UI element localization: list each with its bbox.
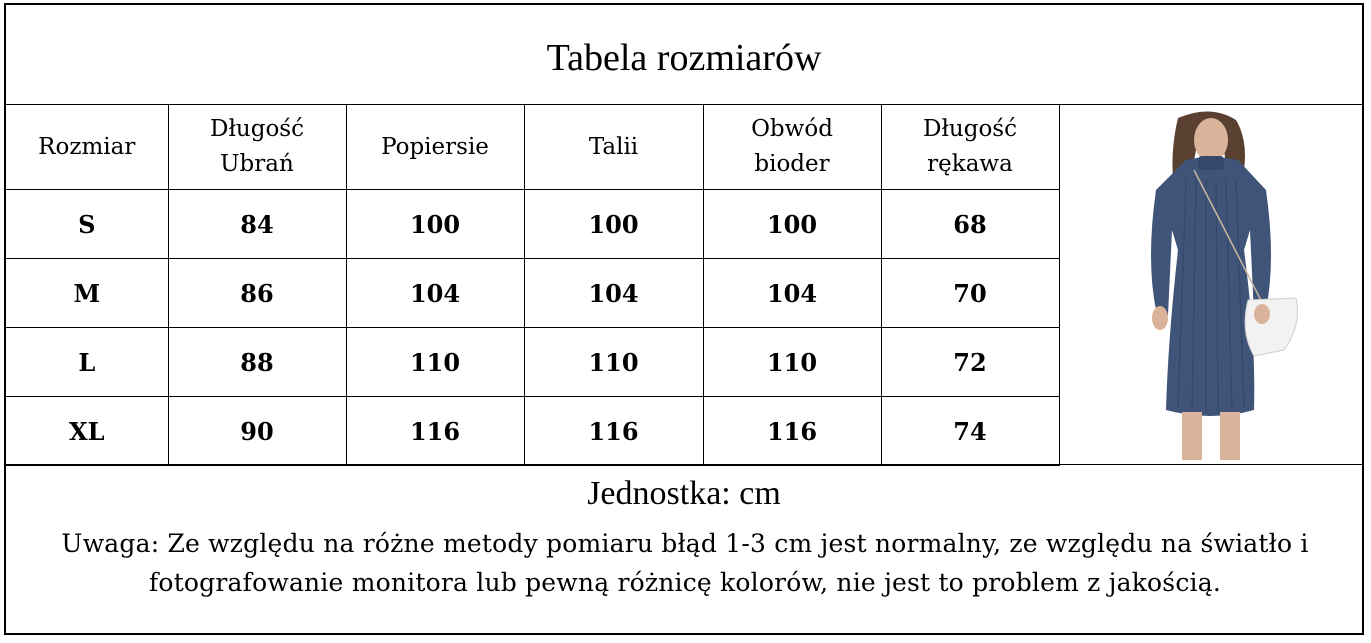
size-cell: S (6, 190, 168, 259)
table-cell: 72 (881, 328, 1059, 397)
table-cell: 104 (703, 259, 881, 328)
divider (6, 464, 1362, 465)
column-header: Talii (524, 105, 703, 190)
table-cell: 100 (346, 190, 524, 259)
size-cell: L (6, 328, 168, 397)
size-cell: XL (6, 397, 168, 466)
table-row (6, 328, 1059, 397)
table-row (6, 397, 1059, 466)
product-image (1059, 104, 1362, 465)
model-photo-icon (1116, 110, 1306, 460)
size-chart-frame (4, 3, 1364, 635)
column-header-text: Długość rękawa (923, 116, 1017, 177)
table-cell: 116 (346, 397, 524, 466)
table-cell: 84 (168, 190, 346, 259)
table-cell: 90 (168, 397, 346, 466)
table-cell: 110 (703, 328, 881, 397)
table-cell: 100 (524, 190, 703, 259)
column-header (881, 105, 1059, 190)
table-header-row (6, 105, 1059, 190)
table-cell: 104 (346, 259, 524, 328)
table-cell: 116 (703, 397, 881, 466)
table-cell: 110 (524, 328, 703, 397)
table-cell: 86 (168, 259, 346, 328)
column-header (168, 105, 346, 190)
size-table (6, 104, 1060, 466)
table-cell: 74 (881, 397, 1059, 466)
table-cell: 116 (524, 397, 703, 466)
table-cell: 68 (881, 190, 1059, 259)
table-cell: 100 (703, 190, 881, 259)
table-cell: 70 (881, 259, 1059, 328)
column-header-text: Obwód bioder (751, 116, 833, 177)
table-row (6, 190, 1059, 259)
column-header: Rozmiar (6, 105, 168, 190)
page-title: Tabela rozmiarów (546, 36, 822, 79)
table-cell: 110 (346, 328, 524, 397)
unit-label: Jednostka: cm (587, 475, 781, 512)
column-header (703, 105, 881, 190)
column-header-text: Długość Ubrań (210, 116, 304, 177)
measurement-note: Uwaga: Ze względu na różne metody pomiaru błąd 1-3 cm jest normalny, ze względu na światło i fotografowanie monitora lub pewną różnicę kolorów, nie jest to problem z jakością. (61, 529, 1309, 597)
table-row (6, 259, 1059, 328)
column-header: Popiersie (346, 105, 524, 190)
table-cell: 104 (524, 259, 703, 328)
size-cell: M (6, 259, 168, 328)
table-cell: 88 (168, 328, 346, 397)
